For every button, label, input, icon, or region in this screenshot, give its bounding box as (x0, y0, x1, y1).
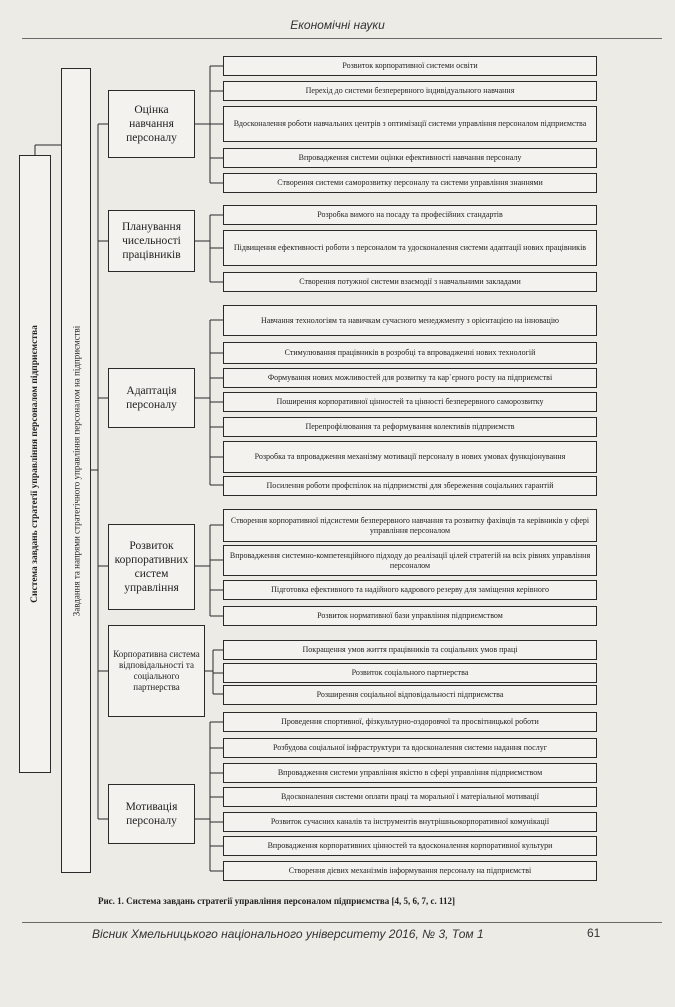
task-box (223, 476, 597, 496)
task-box (223, 230, 597, 266)
task-box (223, 836, 597, 856)
task-box (223, 545, 597, 576)
task-box (223, 106, 597, 142)
task-box (223, 272, 597, 292)
category-box-training-assessment (108, 90, 195, 158)
task-box (223, 417, 597, 437)
task-box (223, 763, 597, 783)
task-box (223, 342, 597, 364)
task-text: Формування нових можливостей для розвитку та кар`єрного росту на підприємстві (267, 373, 553, 382)
task-text: Розробка та впровадження механізму мотивації персоналу в нових умовах функціонування (254, 452, 566, 461)
task-text: Розвиток корпоративної системи освіти (342, 61, 478, 70)
task-box (223, 606, 597, 626)
task-box (223, 56, 597, 76)
running-footer: Вісник Хмельницького національного університету 2016, № 3, Том 1 (92, 927, 484, 941)
task-text: Створення дієвих механізмів інформування персоналу на підприємстві (288, 866, 532, 875)
task-box (223, 787, 597, 807)
task-box (223, 580, 597, 600)
task-box (223, 509, 597, 542)
task-text: Стимулювання працівників в розробці та впровадженні нових технологій (284, 348, 536, 357)
task-box (223, 663, 597, 683)
task-box (223, 81, 597, 101)
task-text: Навчання технологіям та навичкам сучасного менеджменту з орієнтацією на інновацію (260, 315, 560, 325)
category-label: Планування чисельності працівників (121, 221, 182, 261)
second-level-box (61, 68, 91, 873)
category-label: Корпоративна система відповідальності та соціального партнерства (113, 649, 200, 692)
task-box (223, 305, 597, 336)
task-text: Покращення умов життя працівників та соціальних умов праці (302, 645, 518, 654)
root-label: Система завдань стратегії управління персоналом підприємства (30, 325, 41, 603)
figure-caption: Рис. 1. Система завдань стратегії управління персоналом підприємства [4, 5, 6, 7, с. 112] (98, 896, 455, 906)
category-label: Оцінка навчання персоналу (126, 104, 177, 144)
task-box (223, 640, 597, 660)
category-label: Адаптація персоналу (126, 385, 177, 411)
task-text: Створення корпоративної підсистеми безперервного навчання та розвитку фахівців та керівників у сфері управління персоналом (230, 515, 590, 535)
task-text: Впровадження системи оцінки ефективності навчання персоналу (298, 153, 522, 162)
task-text: Поширення корпоративної цінностей та цінності безперервного саморозвитку (276, 397, 544, 406)
category-box-corporate-systems (108, 524, 195, 610)
task-box (223, 812, 597, 832)
task-text: Посилення роботи профспілок на підприємстві для збереження соціальних гарантій (266, 481, 554, 490)
task-text: Вдосконалення роботи навчальних центрів з оптимізації системи управління персоналом підприємства (233, 119, 587, 128)
task-box (223, 368, 597, 388)
task-text: Перепрофілювання та реформування колективів підприємств (305, 422, 515, 431)
root-box (19, 155, 51, 773)
task-box (223, 173, 597, 193)
task-text: Підвищення ефективності роботи з персоналом та удосконалення системи адаптації нових працівників (233, 243, 587, 252)
task-box (223, 392, 597, 412)
task-box (223, 685, 597, 705)
task-text: Створення потужної системи взаємодії з навчальними закладами (299, 277, 521, 286)
task-box (223, 441, 597, 473)
second-level-label: Завдання та напрями стратегічного управління персоналом на підприємстві (71, 325, 82, 616)
task-text: Розвиток соціального партнерства (351, 668, 469, 677)
task-box (223, 738, 597, 758)
task-box (223, 148, 597, 168)
running-header: Економічні науки (290, 18, 385, 32)
task-text: Впровадження корпоративних цінностей та вдосконалення корпоративної культури (267, 841, 553, 850)
task-box (223, 205, 597, 225)
footer-rule (22, 922, 662, 923)
page-number: 61 (587, 926, 601, 940)
task-text: Розширення соціальної відповідальності підприємства (316, 690, 504, 699)
task-text: Впровадження системи управління якістю в сфері управління підприємством (277, 768, 543, 777)
task-text: Створення системи саморозвитку персоналу та системи управління знаннями (277, 178, 543, 187)
task-text: Перехід до системи безперервного індивідуального навчання (305, 86, 515, 95)
category-label: Мотивація персоналу (125, 801, 178, 827)
task-text: Проведення спортивної, фізкультурно-оздоровчої та просвітницької роботи (281, 717, 539, 726)
category-label: Розвиток корпоративних систем управління (114, 540, 189, 594)
task-text: Розвиток нормативної бази управління підприємством (317, 611, 503, 620)
category-box-adaptation (108, 368, 195, 428)
category-box-staff-planning (108, 210, 195, 272)
task-box (223, 861, 597, 881)
category-box-social-responsibility (108, 625, 205, 717)
task-text: Вдосконалення системи оплати праці та моральної і матеріальної мотивації (281, 792, 539, 801)
task-text: Впровадження системно-компетенційного підходу до реалізації цілей стратегій на всіх рівнях управління персоналом (229, 550, 591, 570)
task-box (223, 712, 597, 732)
task-text: Розвиток сучасних каналів та інструментів внутрішньокорпоративної комунікації (270, 817, 550, 826)
task-text: Підготовка ефективного та надійного кадрового резерву для заміщення керівного (271, 585, 549, 594)
category-box-motivation (108, 784, 195, 844)
task-text: Розбудова соціальної інфраструктури та вдосконалення системи надання послуг (273, 743, 547, 752)
task-text: Розробка вимого на посаду та професійних стандартів (317, 210, 503, 219)
